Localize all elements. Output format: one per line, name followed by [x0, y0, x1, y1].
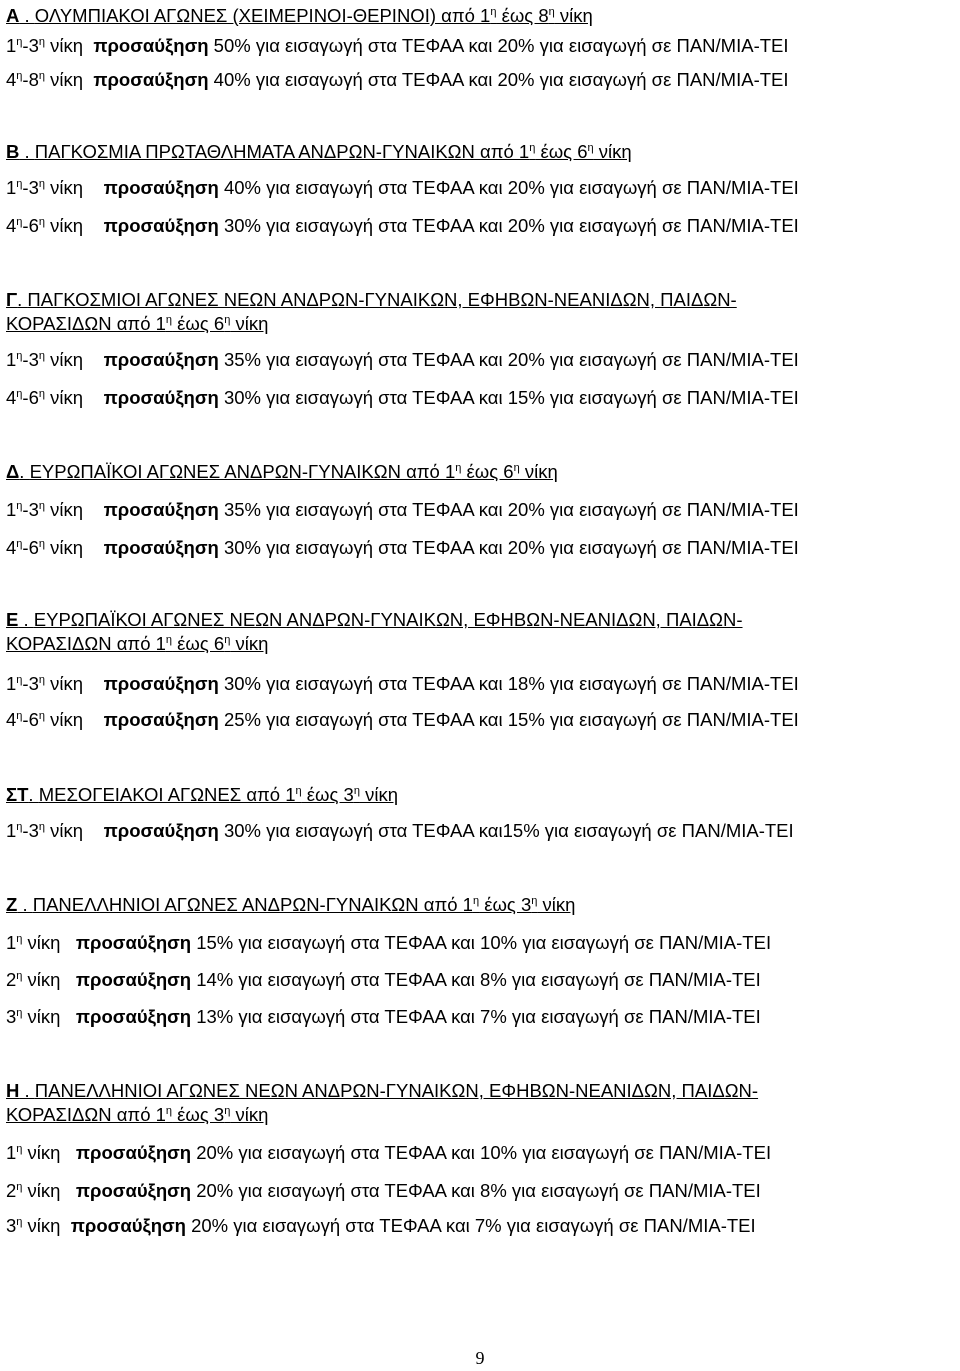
section-heading-line2 [6, 1103, 268, 1127]
row-sup: η [38, 709, 45, 722]
row-label: νίκη [45, 709, 104, 730]
heading-mid: έως 6 [461, 461, 514, 482]
heading-title: ΠΑΓΚΟΣΜΙΑ ΠΡΩΤΑΘΛΗΜΑΤΑ ΑΝΔΡΩΝ-ΓΥΝΑΙΚΩΝ από 1 [34, 141, 530, 162]
row-label: νίκη [45, 215, 104, 236]
section-st [6, 783, 956, 841]
row-text: 20% για εισαγωγή στα ΤΕΦΑΑ και 10% για εισαγωγή σε ΠΑΝ/ΜΙΑ-ΤΕΙ [191, 1142, 772, 1163]
row-rank: 1 [6, 349, 17, 370]
row-rank: 4 [6, 69, 17, 90]
heading-end: νίκη [230, 633, 269, 654]
row-text: 30% για εισαγωγή στα ΤΕΦΑΑ και 15% για εισαγωγή σε ΠΑΝ/ΜΙΑ-ΤΕΙ [218, 387, 799, 408]
row-rank: 3 [6, 1215, 17, 1236]
row-sup: η [16, 1215, 23, 1228]
bonus-row [6, 1179, 761, 1203]
row-text: 20% για εισαγωγή στα ΤΕΦΑΑ και 8% για εισαγωγή σε ΠΑΝ/ΜΙΑ-ΤΕΙ [191, 1180, 761, 1201]
row-keyword: προσαύξηση [93, 69, 209, 90]
row-sup: η [16, 69, 23, 82]
row-keyword: προσαύξηση [103, 537, 219, 558]
row-sup: η [38, 673, 45, 686]
row-text: 50% για εισαγωγή στα ΤΕΦΑΑ και 20% για εισαγωγή σε ΠΑΝ/ΜΙΑ-ΤΕΙ [208, 35, 789, 56]
row-text: 40% για εισαγωγή στα ΤΕΦΑΑ και 20% για εισαγωγή σε ΠΑΝ/ΜΙΑ-ΤΕΙ [218, 177, 799, 198]
row-text: 35% για εισαγωγή στα ΤΕΦΑΑ και 20% για εισαγωγή σε ΠΑΝ/ΜΙΑ-ΤΕΙ [218, 349, 799, 370]
row-label: νίκη [22, 1180, 76, 1201]
row-sup: η [38, 499, 45, 512]
heading-mid: έως 3 [301, 784, 354, 805]
row-rank: 1 [6, 673, 17, 694]
row-sup: η [38, 537, 45, 550]
section-heading [6, 1079, 956, 1103]
section-h [6, 1079, 956, 1236]
page-number: 9 [475, 1348, 485, 1368]
row-rank: 2 [6, 969, 17, 990]
row-keyword: προσαύξηση [75, 969, 192, 990]
bonus-row [6, 1005, 761, 1029]
heading-title: ΠΑΝΕΛΛΗΝΙΟΙ ΑΓΩΝΕΣ ΝΕΩΝ ΑΝΔΡΩΝ-ΓΥΝΑΙΚΩΝ, ΕΦΗΒΩΝ-ΝΕΑΝΙΔΩΝ, ΠΑΙΔΩΝ- [34, 1080, 759, 1101]
heading-mid: έως 3 [172, 1104, 225, 1125]
row-text: 14% για εισαγωγή στα ΤΕΦΑΑ και 8% για εισαγωγή σε ΠΑΝ/ΜΙΑ-ΤΕΙ [191, 969, 761, 990]
heading-title: ΠΑΝΕΛΛΗΝΙΟΙ ΑΓΩΝΕΣ ΑΝΔΡΩΝ-ΓΥΝΑΙΚΩΝ από 1 [32, 894, 473, 915]
row-keyword: προσαύξηση [103, 820, 219, 841]
row-rank: 4 [6, 387, 17, 408]
row-text: 25% για εισαγωγή στα ΤΕΦΑΑ και 15% για εισαγωγή σε ΠΑΝ/ΜΙΑ-ΤΕΙ [218, 709, 799, 730]
bonus-row [6, 386, 799, 410]
heading-sup: η [224, 1104, 231, 1117]
row-text: 40% για εισαγωγή στα ΤΕΦΑΑ και 20% για εισαγωγή σε ΠΑΝ/ΜΙΑ-ΤΕΙ [208, 69, 789, 90]
section-letter: Δ [6, 461, 20, 482]
row-sup: η [16, 499, 23, 512]
row-text: 30% για εισαγωγή στα ΤΕΦΑΑ και15% για εισαγωγή σε ΠΑΝ/ΜΙΑ-ΤΕΙ [218, 820, 794, 841]
bonus-row [6, 34, 789, 58]
row-label: νίκη [22, 1142, 76, 1163]
bonus-row [6, 708, 799, 732]
row-keyword: προσαύξηση [75, 1006, 192, 1027]
heading-end: νίκη [554, 5, 593, 26]
row-rank: 4 [6, 215, 17, 236]
bonus-row [6, 968, 761, 992]
row-keyword: προσαύξηση [103, 499, 219, 520]
row-text: 13% για εισαγωγή στα ΤΕΦΑΑ και 7% για εισαγωγή σε ΠΑΝ/ΜΙΑ-ΤΕΙ [191, 1006, 761, 1027]
row-rank-end: -3 [22, 499, 39, 520]
section-letter: ΣΤ [6, 784, 29, 805]
heading-end: νίκη [593, 141, 632, 162]
section-letter: Ε [6, 609, 19, 630]
row-rank-end: -3 [22, 673, 39, 694]
heading-mid: έως 6 [172, 633, 225, 654]
heading-sep: . [19, 5, 35, 26]
row-rank-end: -3 [22, 177, 39, 198]
row-rank-end: -3 [22, 820, 39, 841]
heading-title: ΕΥΡΩΠΑΪΚΟΙ ΑΓΩΝΕΣ ΑΝΔΡΩΝ-ΓΥΝΑΙΚΩΝ από 1 [29, 461, 456, 482]
row-sup: η [16, 35, 23, 48]
bonus-row [6, 348, 799, 372]
row-label: νίκη [45, 673, 104, 694]
row-sup: η [16, 820, 23, 833]
row-sup: η [38, 820, 45, 833]
section-letter: Ζ [6, 894, 18, 915]
heading-end: νίκη [537, 894, 576, 915]
heading-sep: . [18, 609, 34, 630]
row-rank-end: -6 [22, 387, 39, 408]
section-heading-line2 [6, 632, 268, 656]
heading-sep: . [17, 894, 33, 915]
heading-sep: . [19, 461, 30, 482]
row-text: 30% για εισαγωγή στα ΤΕΦΑΑ και 18% για εισαγωγή σε ΠΑΝ/ΜΙΑ-ΤΕΙ [218, 673, 799, 694]
row-sup: η [38, 215, 45, 228]
heading-end: νίκη [359, 784, 398, 805]
section-heading [6, 893, 956, 917]
section-letter: Γ [6, 289, 18, 310]
heading-mid: έως 8 [496, 5, 549, 26]
heading-sup: η [165, 633, 173, 646]
section-e [6, 608, 956, 730]
heading-sep: . [19, 141, 35, 162]
heading-end: νίκη [519, 461, 558, 482]
row-sup: η [38, 177, 45, 190]
heading-sup: η [295, 784, 302, 797]
row-label: νίκη [45, 177, 104, 198]
row-label: νίκη [22, 969, 76, 990]
heading-mid: έως 6 [535, 141, 588, 162]
bonus-row [6, 536, 799, 560]
row-label: νίκη [45, 69, 94, 90]
row-rank-end: -8 [22, 69, 39, 90]
row-keyword: προσαύξηση [103, 349, 219, 370]
heading-sup: η [531, 894, 538, 907]
row-label: νίκη [22, 932, 76, 953]
section-a [6, 4, 956, 90]
row-label: νίκη [45, 349, 104, 370]
row-rank: 3 [6, 1006, 17, 1027]
bonus-row [6, 498, 799, 522]
bonus-row [6, 176, 799, 200]
heading-title: ΜΕΣΟΓΕΙΑΚΟΙ ΑΓΩΝΕΣ από 1 [38, 784, 296, 805]
section-heading [6, 783, 956, 807]
heading-title: ΟΛΥΜΠΙΑΚΟΙ ΑΓΩΝΕΣ (ΧΕΙΜΕΡΙΝΟΙ-ΘΕΡΙΝΟΙ) από 1 [34, 5, 491, 26]
heading-title-cont: ΚΟΡΑΣΙΔΩΝ από 1 [6, 1104, 166, 1125]
row-label: νίκη [45, 537, 104, 558]
row-label: νίκη [22, 1006, 76, 1027]
row-keyword: προσαύξηση [75, 1180, 192, 1201]
row-rank-end: -6 [22, 709, 39, 730]
section-heading [6, 460, 956, 484]
section-z [6, 893, 956, 1027]
row-keyword: προσαύξηση [75, 1142, 192, 1163]
row-text: 15% για εισαγωγή στα ΤΕΦΑΑ και 10% για εισαγωγή σε ΠΑΝ/ΜΙΑ-ΤΕΙ [191, 932, 772, 953]
heading-sup: η [529, 141, 536, 154]
row-sup: η [16, 1180, 23, 1193]
bonus-row [6, 672, 799, 696]
row-rank: 1 [6, 1142, 17, 1163]
row-label: νίκη [45, 35, 94, 56]
bonus-row [6, 931, 771, 955]
row-text: 30% για εισαγωγή στα ΤΕΦΑΑ και 20% για εισαγωγή σε ΠΑΝ/ΜΙΑ-ΤΕΙ [218, 215, 799, 236]
section-heading [6, 4, 956, 28]
row-sup: η [16, 349, 23, 362]
row-keyword: προσαύξηση [70, 1215, 186, 1236]
row-sup: η [38, 69, 45, 82]
row-sup: η [16, 969, 23, 982]
row-rank: 1 [6, 820, 17, 841]
heading-sup: η [353, 784, 360, 797]
row-keyword: προσαύξηση [103, 709, 219, 730]
heading-sup: η [224, 313, 231, 326]
heading-sep: . [17, 289, 28, 310]
row-label: νίκη [45, 387, 104, 408]
section-letter: Η [6, 1080, 20, 1101]
heading-end: νίκη [230, 313, 269, 334]
heading-sup: η [472, 894, 480, 907]
row-rank: 4 [6, 537, 17, 558]
row-rank: 2 [6, 1180, 17, 1201]
row-keyword: προσαύξηση [103, 215, 219, 236]
heading-title: ΠΑΓΚΟΣΜΙΟΙ ΑΓΩΝΕΣ ΝΕΩΝ ΑΝΔΡΩΝ-ΓΥΝΑΙΚΩΝ, ΕΦΗΒΩΝ-ΝΕΑΝΙΔΩΝ, ΠΑΙΔΩΝ- [27, 289, 737, 310]
heading-sup: η [165, 1104, 173, 1117]
bonus-row [6, 1141, 771, 1165]
heading-sup: η [490, 5, 497, 18]
row-sup: η [16, 215, 23, 228]
row-sup: η [16, 1006, 23, 1019]
row-rank-end: -3 [22, 349, 39, 370]
row-rank-end: -6 [22, 537, 39, 558]
heading-title-cont: ΚΟΡΑΣΙΔΩΝ από 1 [6, 313, 166, 334]
row-sup: η [16, 673, 23, 686]
row-label: νίκη [45, 820, 104, 841]
row-keyword: προσαύξηση [75, 932, 192, 953]
row-sup: η [16, 537, 23, 550]
bonus-row [6, 68, 789, 92]
row-keyword: προσαύξηση [103, 673, 219, 694]
row-text: 20% για εισαγωγή στα ΤΕΦΑΑ και 7% για εισαγωγή σε ΠΑΝ/ΜΙΑ-ΤΕΙ [185, 1215, 756, 1236]
heading-sup: η [587, 141, 594, 154]
heading-sup: η [455, 461, 462, 474]
section-heading-line2 [6, 312, 268, 336]
heading-sup: η [224, 633, 231, 646]
row-rank: 1 [6, 499, 17, 520]
row-keyword: προσαύξηση [103, 387, 219, 408]
row-text: 35% για εισαγωγή στα ΤΕΦΑΑ και 20% για εισαγωγή σε ΠΑΝ/ΜΙΑ-ΤΕΙ [218, 499, 799, 520]
row-sup: η [38, 387, 45, 400]
heading-end: νίκη [230, 1104, 269, 1125]
row-sup: η [16, 177, 23, 190]
row-keyword: προσαύξηση [103, 177, 219, 198]
row-rank: 1 [6, 177, 17, 198]
row-rank: 4 [6, 709, 17, 730]
heading-sep: . [19, 1080, 35, 1101]
section-heading [6, 288, 956, 312]
heading-sep: . [28, 784, 39, 805]
row-rank-end: -6 [22, 215, 39, 236]
section-letter: Β [6, 141, 20, 162]
row-sup: η [16, 709, 23, 722]
row-rank: 1 [6, 932, 17, 953]
section-c [6, 288, 956, 408]
row-text: 30% για εισαγωγή στα ΤΕΦΑΑ και 20% για εισαγωγή σε ΠΑΝ/ΜΙΑ-ΤΕΙ [218, 537, 799, 558]
row-keyword: προσαύξηση [93, 35, 209, 56]
row-sup: η [38, 35, 45, 48]
bonus-row [6, 1214, 756, 1238]
heading-sup: η [513, 461, 520, 474]
row-rank-end: -3 [22, 35, 39, 56]
section-letter: Α [6, 5, 20, 26]
heading-sup: η [548, 5, 555, 18]
row-sup: η [16, 932, 23, 945]
section-heading [6, 140, 956, 164]
row-sup: η [16, 1142, 23, 1155]
row-rank: 1 [6, 35, 17, 56]
heading-mid: έως 3 [479, 894, 532, 915]
section-b [6, 140, 956, 236]
row-sup: η [16, 387, 23, 400]
section-heading [6, 608, 956, 632]
bonus-row [6, 214, 799, 238]
section-d [6, 460, 956, 558]
row-label: νίκη [45, 499, 104, 520]
row-sup: η [38, 349, 45, 362]
heading-mid: έως 6 [172, 313, 225, 334]
row-label: νίκη [22, 1215, 71, 1236]
bonus-row [6, 819, 794, 843]
heading-sup: η [165, 313, 173, 326]
heading-title-cont: ΚΟΡΑΣΙΔΩΝ από 1 [6, 633, 166, 654]
heading-title: ΕΥΡΩΠΑΪΚΟΙ ΑΓΩΝΕΣ ΝΕΩΝ ΑΝΔΡΩΝ-ΓΥΝΑΙΚΩΝ, ΕΦΗΒΩΝ-ΝΕΑΝΙΔΩΝ, ΠΑΙΔΩΝ- [33, 609, 743, 630]
